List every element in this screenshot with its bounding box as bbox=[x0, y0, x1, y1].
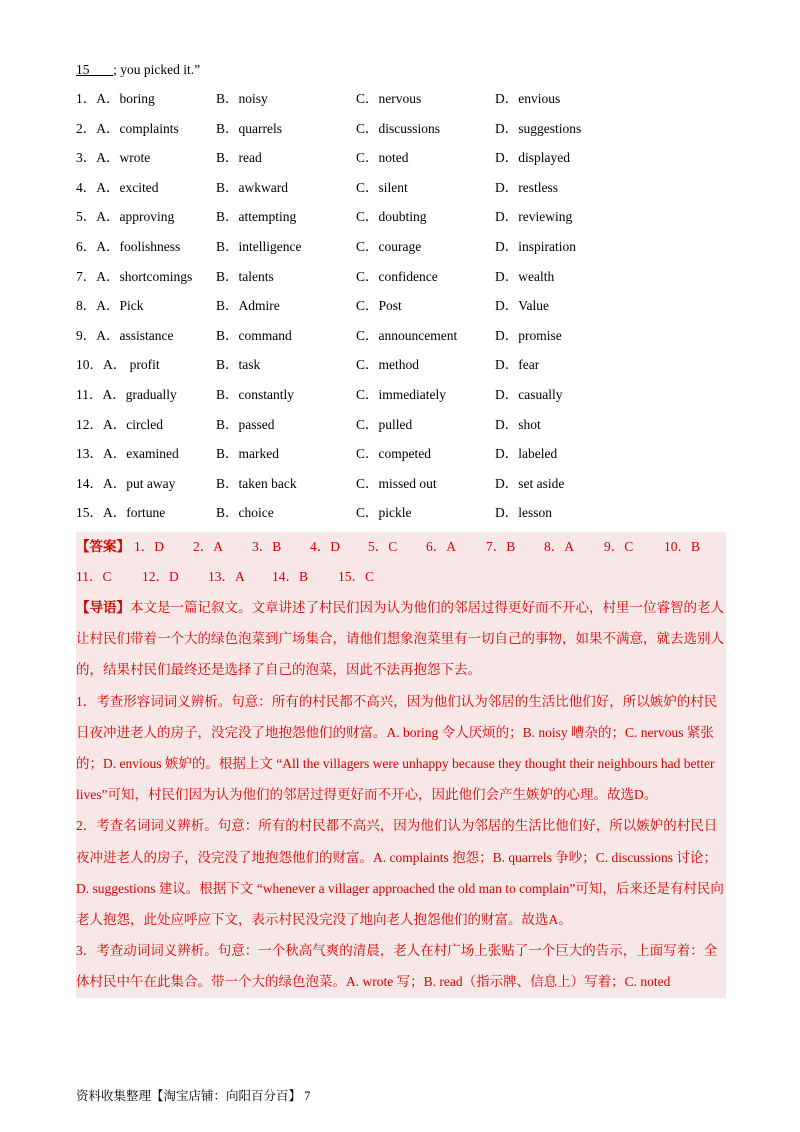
explanation-2: 2．考查名词词义辨析。句意：所有的村民都不高兴，因为他们认为邻居的生活比他们好，所以嫉妒的村民日夜冲进老人的房子，没完没了地抱怨他们的财富。A. complaints 抱怨；B. quarrels 争吵；C. discussions 讨论；D. suggestions 建议。根据下文 “whenever a villager approached the old man to complain”可知，后来还是有村民向老人抱怨，此处应呼应下文，表示村民没完没了地向老人抱怨他们的财富。故选A。 bbox=[76, 818, 724, 928]
explanation-3: 3．考查动词词义辨析。句意：一个秋高气爽的清晨，老人在村广场上张贴了一个巨大的告示，上面写着：全体村民中午在此集合。带一个大的绿色泡菜。A. wrote 写；B. read（指示牌、信息上）写着；C. noted bbox=[76, 943, 718, 990]
answer-item: 11．C bbox=[76, 569, 112, 584]
answer-row-1 bbox=[76, 532, 726, 562]
option-d: D．casually bbox=[495, 386, 563, 402]
option-d: D．inspiration bbox=[495, 238, 576, 254]
option-b: B．quarrels bbox=[216, 120, 282, 136]
option-d: D．labeled bbox=[495, 446, 558, 462]
option-c: C．method bbox=[356, 357, 419, 373]
option-d: D．envious bbox=[495, 91, 561, 106]
answer-item: 9．C bbox=[604, 539, 634, 554]
option-a: 9．A．assistance bbox=[76, 327, 174, 343]
option-a: 10．A． profit bbox=[76, 357, 160, 373]
option-a: 14．A．put away bbox=[76, 475, 176, 491]
option-b: B．read bbox=[216, 150, 262, 166]
option-b: B．taken back bbox=[216, 475, 297, 491]
answer-item: 1．D bbox=[134, 539, 164, 554]
option-d: D．suggestions bbox=[495, 120, 582, 136]
answer-item: 7．B bbox=[486, 539, 516, 554]
guide-text: 本文是一篇记叙文。文章讲述了村民们因为认为他们的邻居过得更好而不开心，村里一位睿智的老人让村民们带着一个大的绿色泡菜到广场集合，请他们想象泡菜里有一切自己的事物，如果不满意，就去选别人的，结果村民们最终还是选择了自己的泡菜，因此不法再抱怨下去。 bbox=[76, 600, 724, 678]
guide-paragraph bbox=[76, 592, 726, 686]
option-b: B．talents bbox=[216, 268, 274, 284]
option-a: 11．A．gradually bbox=[76, 386, 177, 402]
option-c: C．discussions bbox=[356, 120, 441, 136]
option-a: 1．A．boring bbox=[76, 91, 155, 106]
answer-item: 10．B bbox=[664, 539, 701, 554]
option-c: C．silent bbox=[356, 179, 408, 195]
answer-row-2 bbox=[76, 562, 726, 592]
guide-label: 【导语】 bbox=[76, 600, 130, 615]
answer-label: 【答案】 bbox=[76, 539, 130, 554]
answer-item: 2．A bbox=[193, 539, 223, 554]
option-c: C．missed out bbox=[356, 475, 437, 491]
option-b: B．choice bbox=[216, 505, 274, 521]
option-b: B．task bbox=[216, 357, 261, 373]
option-d: D．shot bbox=[495, 416, 541, 432]
option-b: B．marked bbox=[216, 446, 279, 462]
option-a: 5．A．approving bbox=[76, 209, 175, 225]
option-b: B．noisy bbox=[216, 91, 268, 106]
option-a: 2．A．complaints bbox=[76, 120, 179, 136]
option-c: C．doubting bbox=[356, 209, 427, 225]
option-d: D．lesson bbox=[495, 505, 552, 521]
option-d: D．set aside bbox=[495, 475, 565, 491]
option-b: B．constantly bbox=[216, 386, 294, 402]
option-c: C．noted bbox=[356, 150, 409, 166]
option-b: B．passed bbox=[216, 416, 275, 432]
option-a: 4．A．excited bbox=[76, 179, 159, 195]
option-b: B．command bbox=[216, 327, 292, 343]
answer-item: 15．C bbox=[338, 569, 375, 584]
option-a: 8．A．Pick bbox=[76, 298, 144, 314]
option-a: 15．A．fortune bbox=[76, 505, 166, 521]
answer-item: 6．A bbox=[426, 539, 456, 554]
answer-item: 12．D bbox=[142, 569, 179, 584]
option-b: B．Admire bbox=[216, 298, 280, 314]
answer-item: 8．A bbox=[544, 539, 574, 554]
answer-item: 5．C bbox=[368, 539, 398, 554]
option-c: C．nervous bbox=[356, 91, 422, 106]
option-c: C．announcement bbox=[356, 327, 458, 343]
option-c: C．confidence bbox=[356, 268, 438, 284]
option-a: 3．A．wrote bbox=[76, 150, 151, 166]
option-a: 13．A．examined bbox=[76, 446, 179, 462]
page-footer: 资料收集整理【淘宝店铺：向阳百分百】 7 bbox=[76, 1089, 311, 1103]
option-d: D．displayed bbox=[495, 150, 570, 166]
option-c: C．immediately bbox=[356, 386, 446, 402]
option-c: C．pickle bbox=[356, 505, 412, 521]
option-a: 6．A．foolishness bbox=[76, 238, 181, 254]
question-line-15 bbox=[76, 62, 200, 78]
option-b: B．awkward bbox=[216, 179, 288, 195]
option-d: D．Value bbox=[495, 298, 549, 314]
answer-item: 14．B bbox=[272, 569, 309, 584]
option-d: D．fear bbox=[495, 357, 540, 373]
answer-section bbox=[76, 532, 726, 998]
option-d: D．reviewing bbox=[495, 209, 573, 225]
answer-item: 4．D bbox=[310, 539, 340, 554]
option-b: B．intelligence bbox=[216, 238, 302, 254]
option-d: D．promise bbox=[495, 327, 562, 343]
option-c: C．competed bbox=[356, 446, 431, 462]
option-b: B．attempting bbox=[216, 209, 297, 225]
option-c: C．pulled bbox=[356, 416, 413, 432]
option-d: D．wealth bbox=[495, 268, 555, 284]
question-text: ; you picked it.” bbox=[113, 62, 201, 77]
explanation-1: 1．考查形容词词义辨析。句意：所有的村民都不高兴，因为他们认为邻居的生活比他们好，所以嫉妒的村民日夜冲进老人的房子，没完没了地抱怨他们的财富。A. boring 令人厌烦的；B. noisy 嘈杂的；C. nervous 紧张的；D. envious 嫉妒的。根据上文 “All the villagers were unhappy because they thought their neighbours had better lives”可知，村民们因为认为他们的邻居过得更好而不开心，因此他们会产生嫉妒的心理。故选D。 bbox=[76, 693, 718, 803]
option-d: D．restless bbox=[495, 179, 558, 195]
option-c: C．courage bbox=[356, 238, 422, 254]
option-a: 7．A．shortcomings bbox=[76, 268, 193, 284]
option-c: C．Post bbox=[356, 298, 402, 314]
option-a: 12．A．circled bbox=[76, 416, 163, 432]
answer-item: 3．B bbox=[252, 539, 282, 554]
blank-number: 15 bbox=[76, 62, 90, 77]
answer-item: 13．A bbox=[208, 569, 245, 584]
